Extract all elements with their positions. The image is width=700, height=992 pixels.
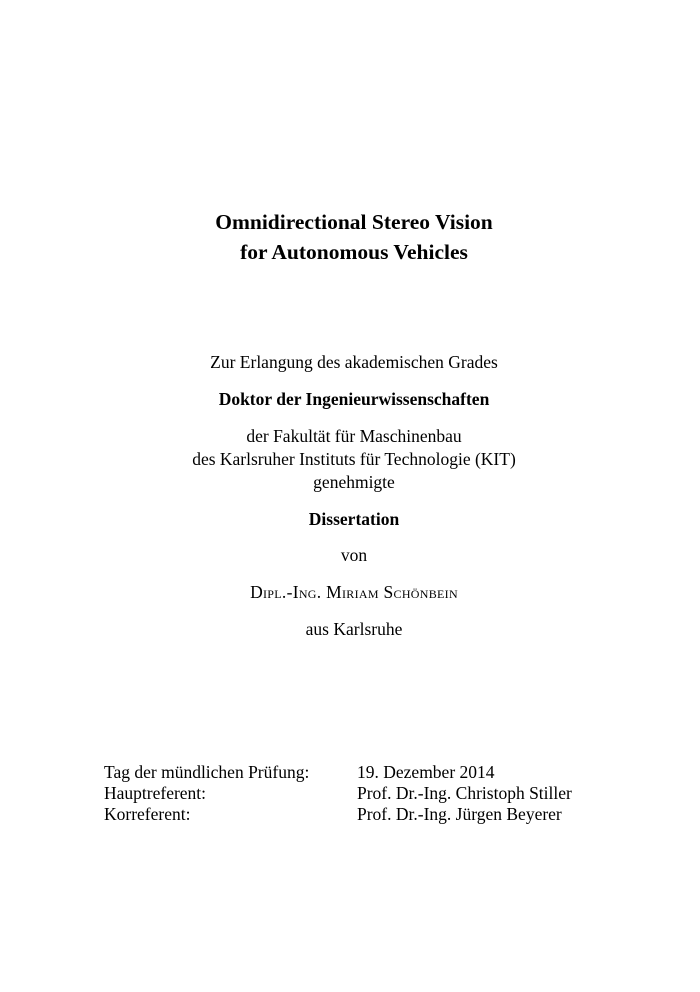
by-text: von bbox=[340, 545, 368, 565]
info-value: 19. Dezember 2014 bbox=[357, 762, 495, 782]
info-label: Hauptreferent: bbox=[104, 783, 207, 803]
info-row-co-referee bbox=[104, 804, 572, 825]
author-name: Dipl.-Ing. Miriam Schönbein bbox=[250, 582, 458, 602]
info-value: Prof. Dr.-Ing. Christoph Stiller bbox=[357, 783, 572, 803]
approved-text: genehmigte bbox=[313, 472, 395, 492]
faculty: der Fakultät für Maschinenbau bbox=[246, 426, 462, 446]
degree-name: Doktor der Ingenieurwissenschaften bbox=[218, 389, 490, 409]
info-value: Prof. Dr.-Ing. Jürgen Beyerer bbox=[357, 804, 562, 824]
info-row-main-referee bbox=[104, 783, 572, 804]
info-label: Korreferent: bbox=[104, 804, 191, 824]
degree-purpose: Zur Erlangung des akademischen Grades bbox=[210, 352, 498, 372]
thesis-title-line-1: Omnidirectional Stereo Vision bbox=[215, 210, 493, 234]
author-origin: aus Karlsruhe bbox=[305, 619, 403, 639]
institute: des Karlsruher Instituts für Technologie (KIT) bbox=[192, 449, 516, 469]
document-type: Dissertation bbox=[308, 509, 400, 529]
info-label: Tag der mündlichen Prüfung: bbox=[104, 762, 310, 782]
info-row-exam-date bbox=[104, 762, 572, 783]
thesis-title-line-2: for Autonomous Vehicles bbox=[240, 240, 468, 264]
examination-info bbox=[104, 762, 572, 825]
